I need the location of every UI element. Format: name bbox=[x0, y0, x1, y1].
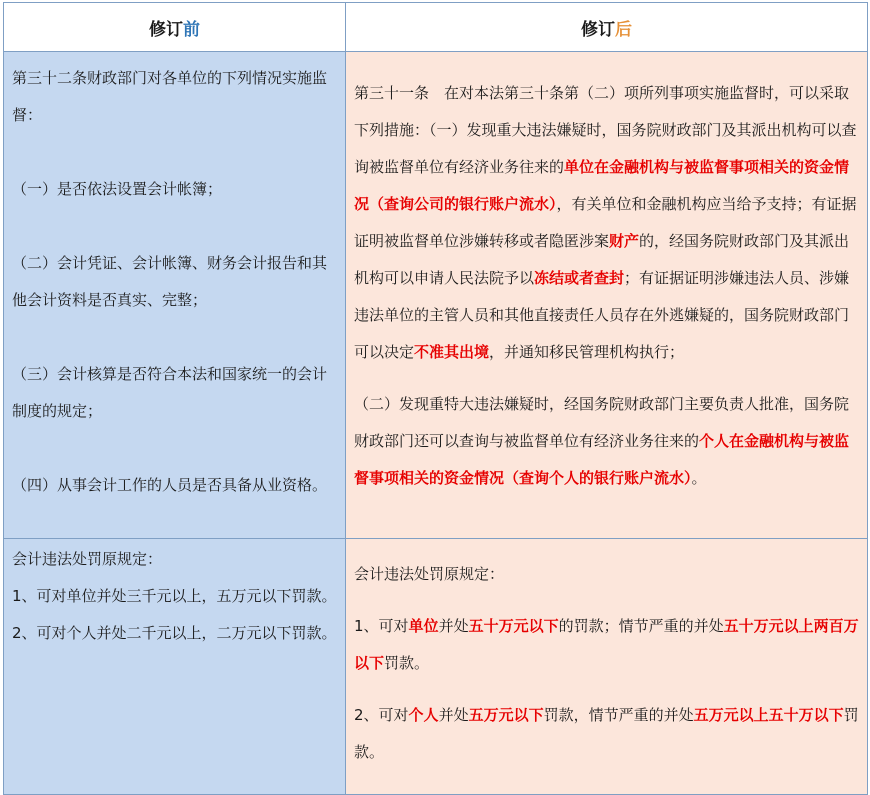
pa7: 罚款。 bbox=[384, 654, 430, 672]
after-highlight-1: 单位在金融机构与被监督事项相关的资金情况（查询公司的银行账户流水） bbox=[354, 158, 850, 213]
after-text-5: ，并通知移民管理机构执行； bbox=[489, 343, 685, 361]
before-item-1: （一）是否依法设置会计帐簿； bbox=[12, 180, 223, 198]
header-after-prefix: 修订 bbox=[581, 19, 615, 40]
header-after bbox=[346, 3, 868, 52]
pa3: 并处 bbox=[438, 617, 469, 635]
supervision-after-cell bbox=[346, 52, 868, 539]
penalty-after-item-2 bbox=[354, 697, 861, 771]
pa4: 五十万元以下 bbox=[468, 617, 559, 635]
after-text-6: （二）发现重特大违法嫌疑时，经国务院财政部门主要负责人批准，国务院财政部门还可以查询与被监督单位有经济业务往来的 bbox=[354, 395, 850, 450]
pb5: 罚款，情节严重的并处 bbox=[543, 706, 694, 724]
penalty-row bbox=[4, 539, 868, 795]
after-highlight-4: 不准其出境 bbox=[414, 343, 490, 361]
header-row bbox=[4, 3, 868, 52]
before-item-4: （四）从事会计工作的人员是否具备从业资格。 bbox=[12, 476, 328, 494]
after-text-4: ；有证据证明涉嫌违法人员、涉嫌违法单位的主管人员和其他直接责任人员存在外逃嫌疑的，国务院财政部门可以决定 bbox=[354, 269, 850, 361]
pa6: 五十万元以上两百万以下 bbox=[354, 617, 859, 672]
pa5: 的罚款；情节严重的并处 bbox=[558, 617, 724, 635]
pb3: 并处 bbox=[438, 706, 469, 724]
pa2: 单位 bbox=[408, 617, 439, 635]
after-highlight-3: 冻结或者查封 bbox=[534, 269, 625, 287]
comparison-table bbox=[3, 2, 868, 795]
supervision-before-cell bbox=[4, 52, 346, 539]
after-text-3: 的，经国务院财政部门及其派出机构可以申请人民法院予以 bbox=[354, 232, 850, 287]
supervision-row bbox=[4, 52, 868, 539]
after-measures-1 bbox=[354, 75, 861, 371]
pa1: 1、可对 bbox=[354, 617, 409, 635]
after-highlight-5: 个人在金融机构与被监督事项相关的资金情况（查询个人的银行账户流水） bbox=[354, 432, 850, 487]
before-intro: 第三十二条财政部门对各单位的下列情况实施监督： bbox=[12, 69, 328, 124]
pb2: 个人 bbox=[408, 706, 439, 724]
header-before-prefix: 修订 bbox=[149, 19, 183, 40]
after-text-2: ，有关单位和金融机构应当给予支持；有证据证明被监督单位涉嫌转移或者隐匿涉案 bbox=[354, 195, 857, 250]
penalty-before-item-2: 2、可对个人并处二千元以上，二万元以下罚款。 bbox=[12, 624, 337, 642]
after-text-1: 第三十一条 在对本法第三十条第（二）项所列事项实施监督时，可以采取下列措施：（一）发现重大违法嫌疑时，国务院财政部门及其派出机构可以查询被监督单位有经济业务往来的 bbox=[354, 84, 857, 176]
penalty-after-title: 会计违法处罚原规定： bbox=[354, 565, 505, 583]
pb1: 2、可对 bbox=[354, 706, 409, 724]
after-highlight-2: 财产 bbox=[609, 232, 640, 250]
before-item-2: （二）会计凭证、会计帐簿、财务会计报告和其他会计资料是否真实、完整； bbox=[12, 254, 328, 309]
header-before-emph: 前 bbox=[183, 19, 200, 40]
penalty-before-title: 会计违法处罚原规定： bbox=[12, 550, 163, 568]
pb4: 五万元以下 bbox=[468, 706, 544, 724]
comparison-table-wrapper bbox=[3, 2, 867, 761]
header-before bbox=[4, 3, 346, 52]
penalty-after-cell bbox=[346, 539, 868, 795]
pb6: 五万元以上五十万以下 bbox=[693, 706, 844, 724]
penalty-before-item-1: 1、可对单位并处三千元以上，五万元以下罚款。 bbox=[12, 587, 337, 605]
pb7: 罚款。 bbox=[354, 706, 859, 761]
penalty-after-item-1 bbox=[354, 608, 861, 682]
after-measures-2 bbox=[354, 386, 861, 497]
before-item-3: （三）会计核算是否符合本法和国家统一的会计制度的规定； bbox=[12, 365, 328, 420]
penalty-before-cell bbox=[4, 539, 346, 795]
after-text-7: 。 bbox=[691, 469, 707, 487]
header-after-emph: 后 bbox=[615, 19, 632, 40]
